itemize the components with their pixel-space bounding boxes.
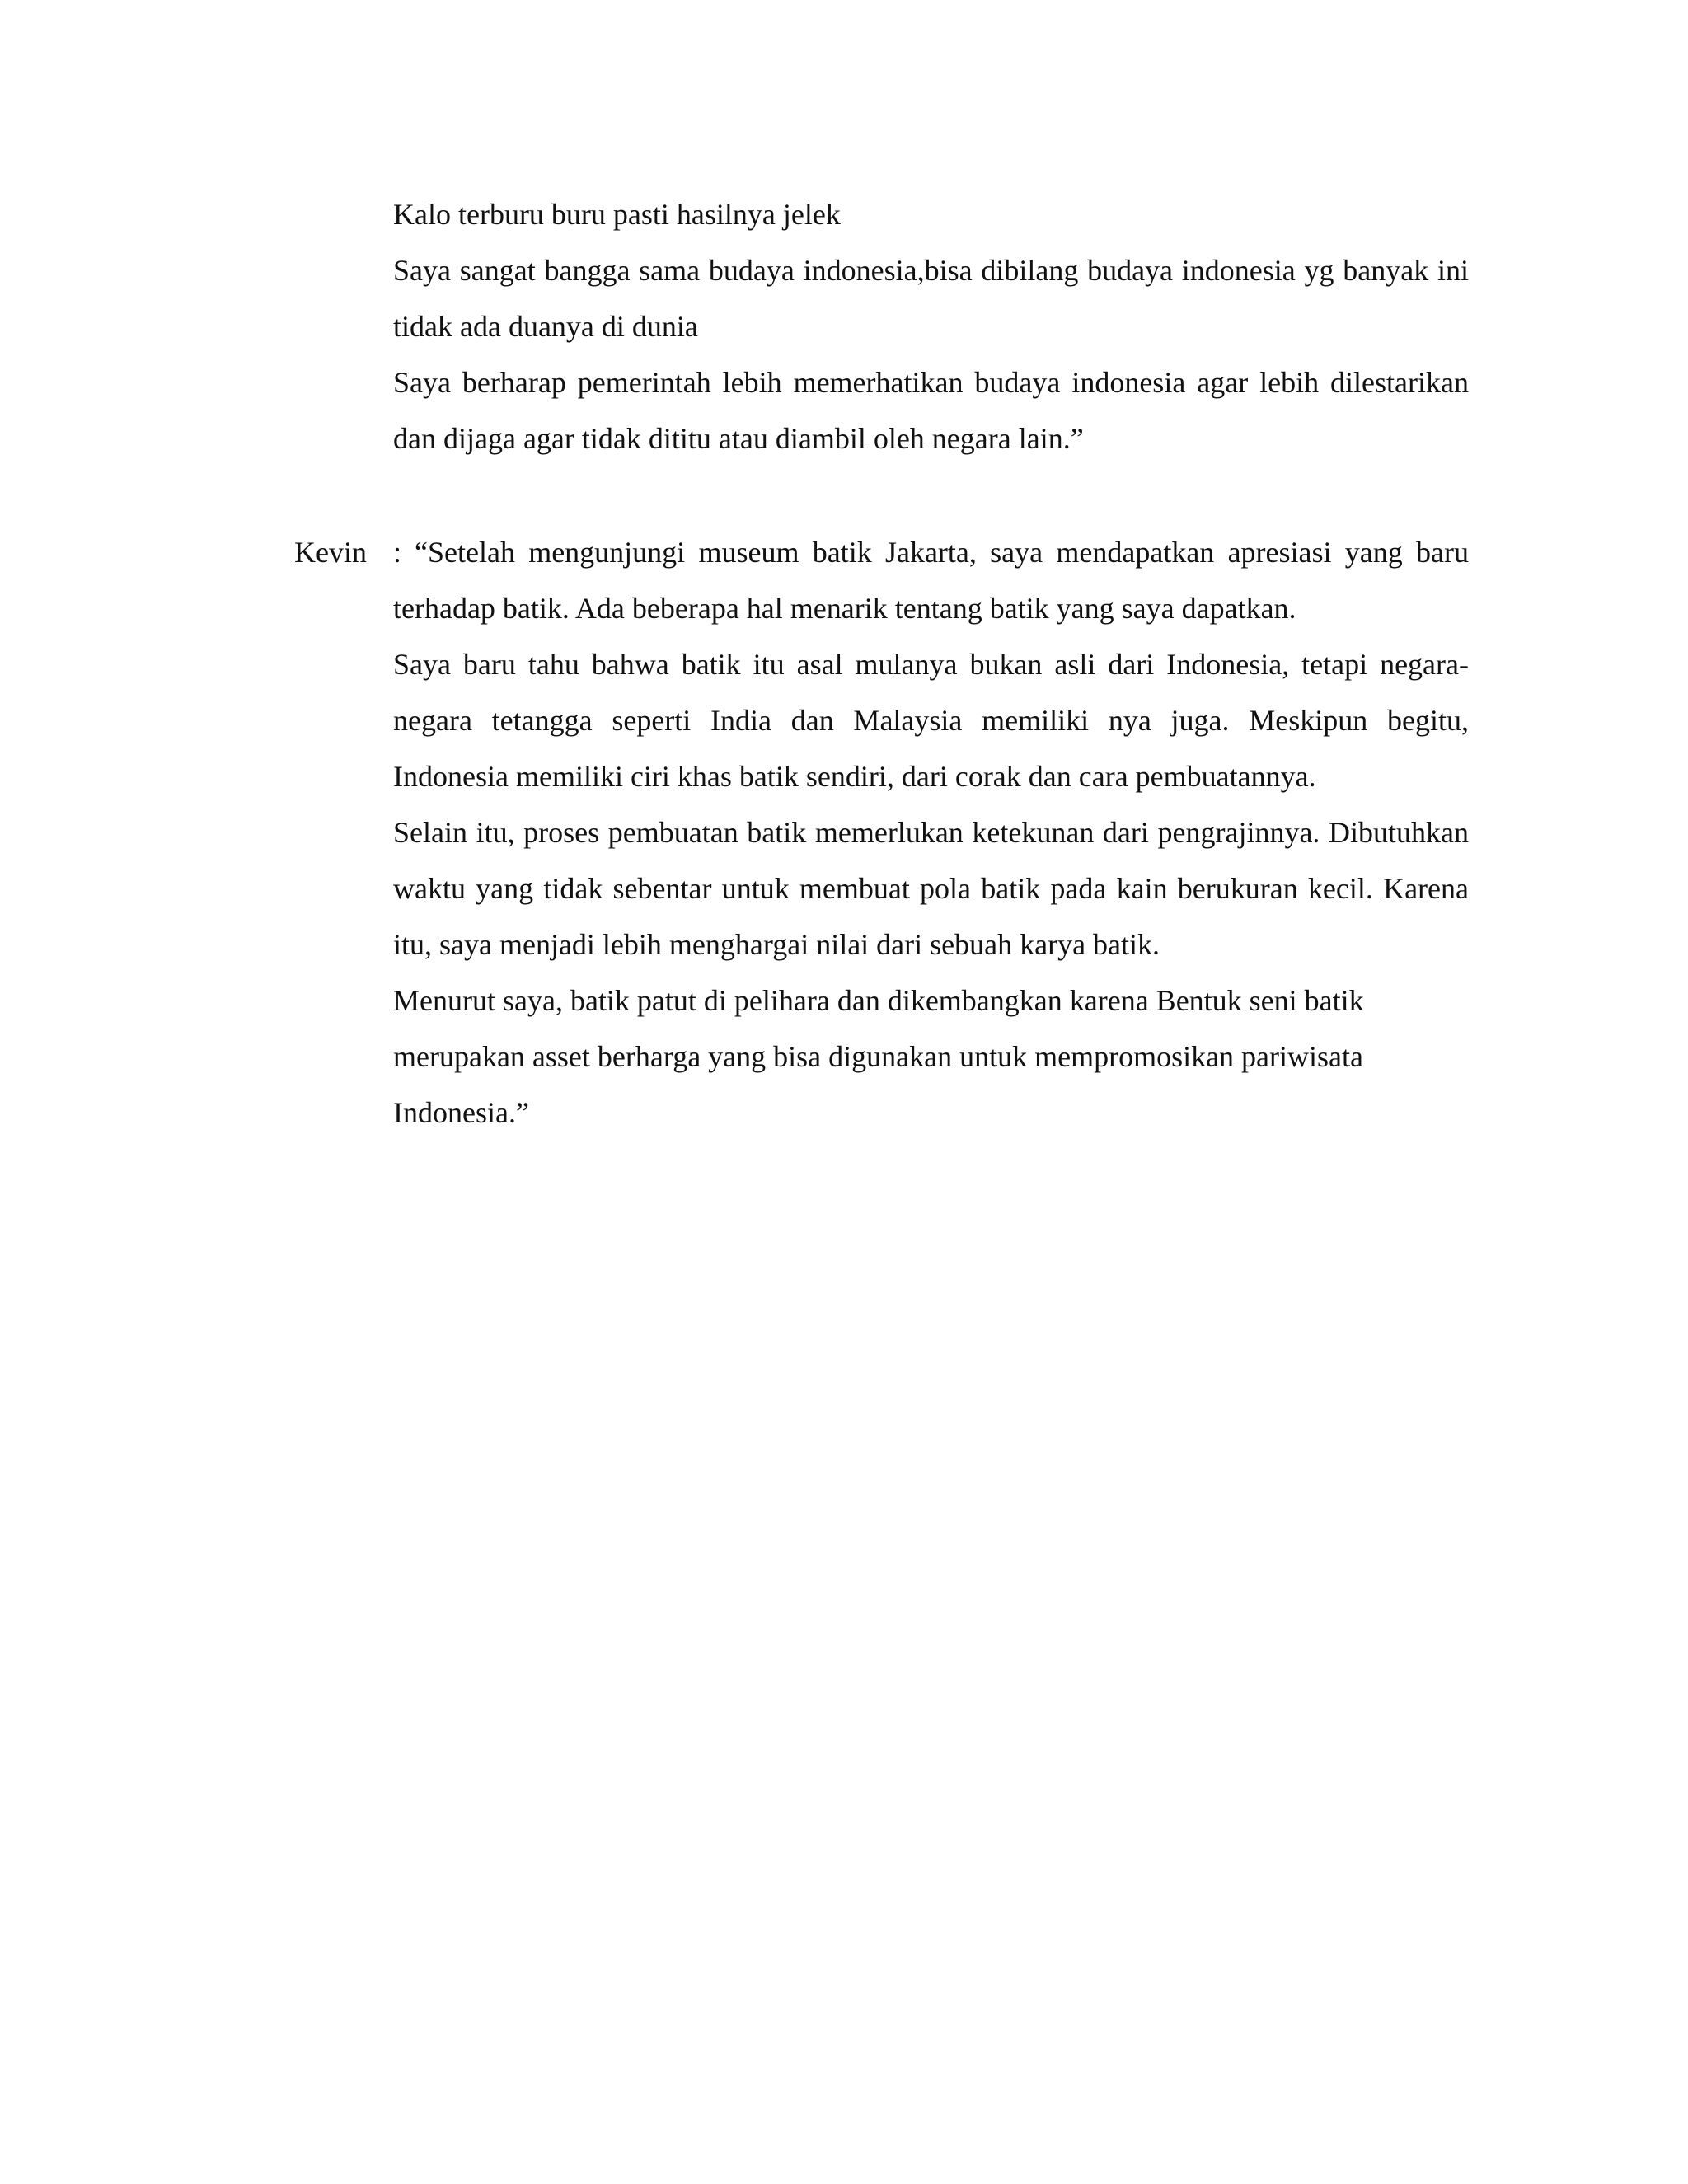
kevin-response [393,524,1469,1141]
continued-response [393,186,1469,466]
speaker-colon: : [393,536,402,569]
response-line-1: Kalo terburu buru pasti hasilnya jelek [393,198,841,231]
response-line-2: Saya sangat bangga sama budaya indonesia,bisa dibilang budaya indonesia yg banyak ini tidak ada duanya di dunia [393,254,1469,343]
kevin-paragraph-1: “Setelah mengunjungi museum batik Jakarta, saya mendapatkan apresiasi yang baru terhadap batik. Ada beberapa hal menarik tentang batik yang saya dapatkan. [393,536,1469,625]
kevin-paragraph-2: Saya baru tahu bahwa batik itu asal mulanya bukan asli dari Indonesia, tetapi negara-negara tetangga seperti India dan Malaysia memiliki nya juga. Meskipun begitu, Indonesia memiliki ciri khas batik sendiri, dari corak dan cara pembuatannya. [393,648,1469,793]
response-line-3: Saya berharap pemerintah lebih memerhatikan budaya indonesia agar lebih dilestarikan dan dijaga agar tidak dititu atau diambil oleh negara lain.” [393,366,1469,455]
kevin-paragraph-4: Menurut saya, batik patut di pelihara dan dikembangkan karena Bentuk seni batik merupakan asset berharga yang bisa digunakan untuk mempromosikan pariwisata Indonesia.” [393,984,1364,1129]
speaker-name: Kevin [294,536,367,569]
kevin-paragraph-3: Selain itu, proses pembuatan batik memerlukan ketekunan dari pengrajinnya. Dibutuhkan waktu yang tidak sebentar untuk membuat pola batik pada kain berukuran kecil. Karena itu, saya menjadi lebih menghargai nilai dari sebuah karya batik. [393,816,1469,961]
